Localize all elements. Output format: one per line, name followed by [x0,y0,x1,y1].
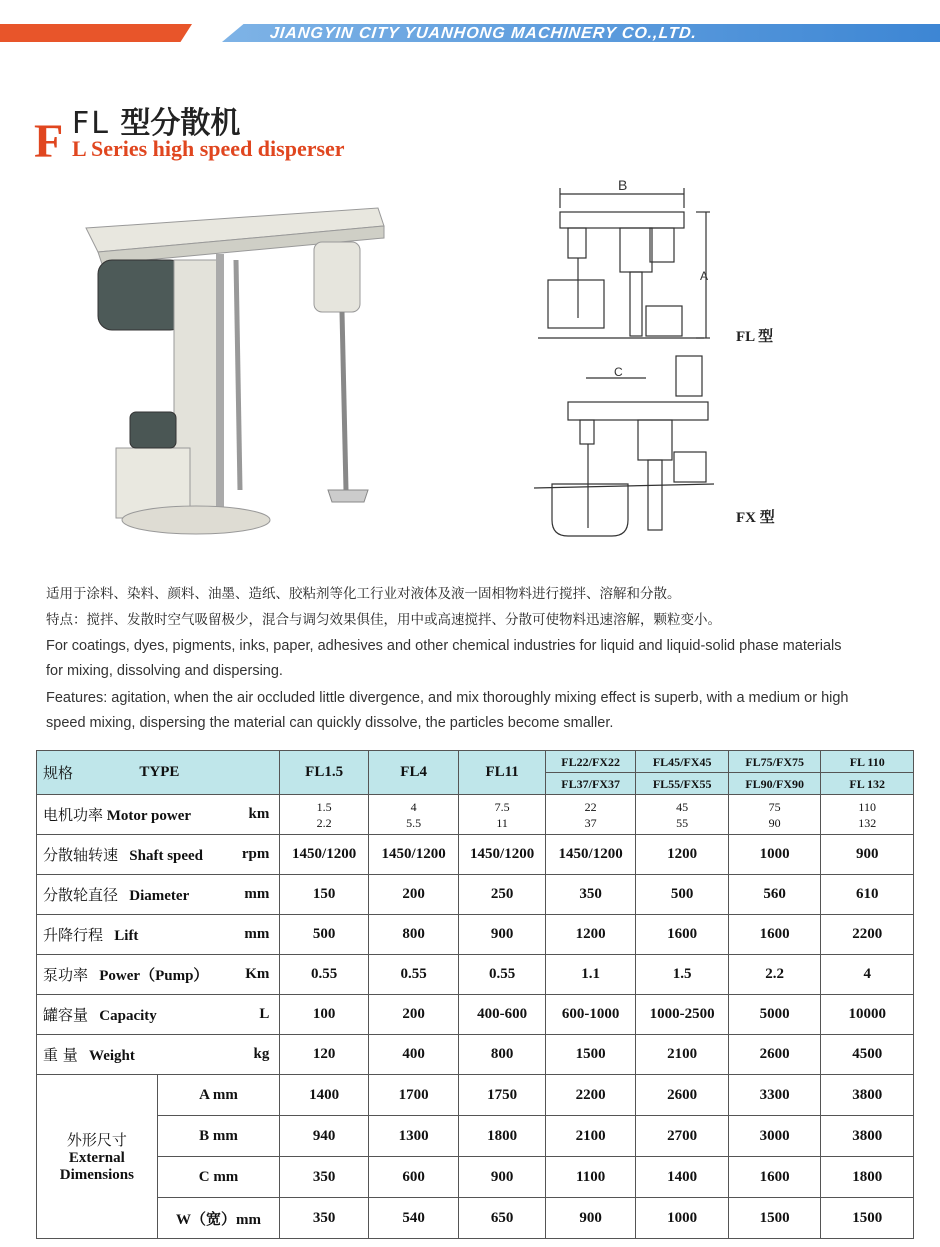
table-cell: 250 [459,875,545,915]
disperser-photo [78,190,398,550]
table-cell: 1400 [280,1075,369,1116]
row-en: Diameter [129,888,190,904]
model-header: FL37/FX37 [545,773,636,795]
table-cell: 5000 [728,995,821,1035]
title-cn-prefix: FL [72,106,110,141]
table-cell: 350 [545,875,636,915]
row-unit: mm [244,926,270,942]
row-cn: 电机功率 [43,806,104,824]
table-cell: 350 [280,1198,369,1239]
row-cn: 升降行程 [43,926,104,944]
table-cell: 22 37 [545,795,636,835]
table-cell: 900 [459,915,545,955]
model-header: FL 110 [821,751,914,773]
dimension-label: C mm [157,1157,280,1198]
table-cell: 1500 [728,1198,821,1239]
table-row [37,1075,914,1116]
table-header-row [37,751,914,773]
row-unit: km [248,806,270,822]
row-cn: 泵功率 [43,966,89,984]
table-cell: 1100 [545,1157,636,1198]
row-label [37,915,280,955]
table-cell: 2200 [821,915,914,955]
dim-label-a: A [700,269,709,283]
table-cell: 1.5 [636,955,729,995]
table-cell: 110 132 [821,795,914,835]
row-unit: kg [253,1046,270,1062]
row-cn: 分散轴转速 [43,846,119,864]
description-en-4: speed mixing, dispersing the material can quickly dissolve, the particles become smaller. [46,715,614,731]
table-row [37,875,914,915]
table-cell: 500 [636,875,729,915]
table-cell: 2.2 [728,955,821,995]
table-row [37,955,914,995]
model-header: FL75/FX75 [728,751,821,773]
row-cn: 罐容量 [43,1006,89,1024]
table-cell: 2100 [545,1116,636,1157]
table-cell: 200 [368,875,459,915]
row-label [37,1035,280,1075]
table-cell: 400-600 [459,995,545,1035]
row-cn: 重 量 [43,1046,78,1064]
table-cell: 1450/1200 [545,835,636,875]
table-cell: 800 [459,1035,545,1075]
title-english: L Series high speed disperser [72,136,345,161]
table-cell: 400 [368,1035,459,1075]
fl-type-label: FL 型 [736,329,774,345]
row-en: Motor power [106,808,192,824]
table-row [37,795,914,835]
row-label [37,835,280,875]
dimension-label: W（宽）mm [157,1198,280,1239]
table-cell: 3800 [821,1075,914,1116]
description-en-1: For coatings, dyes, pigments, inks, paper, adhesives and other chemical industries for liquid and liquid-solid phase materials [46,638,842,654]
table-cell: 1700 [368,1075,459,1116]
model-header: FL4 [368,751,459,795]
table-row [37,1035,914,1075]
table-cell: 900 [821,835,914,875]
table-cell: 940 [280,1116,369,1157]
row-label [37,875,280,915]
row-cn: 分散轮直径 [43,886,119,904]
model-header: FL 132 [821,773,914,795]
table-cell: 800 [368,915,459,955]
row-label [37,955,280,995]
table-cell: 200 [368,995,459,1035]
description-cn-2: 特点：搅拌、发散时空气吸留极少，混合与调匀效果俱佳，用中或高速搅拌、分散可使物料迅速溶解，颗粒变小。 [46,612,721,628]
model-header: FL45/FX45 [636,751,729,773]
table-cell: 1800 [821,1157,914,1198]
table-cell: 540 [368,1198,459,1239]
table-cell: 75 90 [728,795,821,835]
title-big-letter: F [34,115,64,168]
table-cell: 350 [280,1157,369,1198]
table-cell: 4 5.5 [368,795,459,835]
table-cell: 1600 [636,915,729,955]
dimension-label: A mm [157,1075,280,1116]
table-cell: 610 [821,875,914,915]
dimension-drawings [528,168,828,548]
model-header: FL22/FX22 [545,751,636,773]
table-cell: 600 [368,1157,459,1198]
table-cell: 2600 [636,1075,729,1116]
table-cell: 1600 [728,1157,821,1198]
table-cell: 120 [280,1035,369,1075]
table-cell: 2200 [545,1075,636,1116]
table-cell: 1800 [459,1116,545,1157]
table-cell: 1450/1200 [280,835,369,875]
table-cell: 1750 [459,1075,545,1116]
table-cell: 7.5 11 [459,795,545,835]
table-cell: 1.5 2.2 [280,795,369,835]
row-en: Power（Pump） [99,968,209,984]
table-cell: 100 [280,995,369,1035]
model-header: FL11 [459,751,545,795]
table-cell: 1450/1200 [368,835,459,875]
title-cn-suffix: 型分散机 [120,106,241,141]
table-cell: 3000 [728,1116,821,1157]
row-label [37,795,280,835]
table-cell: 900 [459,1157,545,1198]
table-cell: 0.55 [368,955,459,995]
table-cell: 1500 [821,1198,914,1239]
table-cell: 1600 [728,915,821,955]
table-cell: 45 55 [636,795,729,835]
table-row [37,1157,914,1198]
table-cell: 1200 [636,835,729,875]
table-cell: 560 [728,875,821,915]
row-unit: mm [244,886,270,902]
table-cell: 3800 [821,1116,914,1157]
row-en: Capacity [99,1008,157,1024]
table-cell: 650 [459,1198,545,1239]
dim-label-c: C [614,365,623,379]
dimension-label: B mm [157,1116,280,1157]
table-cell: 1200 [545,915,636,955]
table-cell: 600-1000 [545,995,636,1035]
table-cell: 2100 [636,1035,729,1075]
table-cell: 150 [280,875,369,915]
type-en: TYPE [139,764,180,780]
table-cell: 4 [821,955,914,995]
table-cell: 1500 [545,1035,636,1075]
table-cell: 4500 [821,1035,914,1075]
description-en-2: for mixing, dissolving and dispersing. [46,663,283,679]
table-cell: 0.55 [280,955,369,995]
row-unit: Km [245,966,270,982]
table-cell: 10000 [821,995,914,1035]
table-cell: 1000 [636,1198,729,1239]
external-dimensions-label: 外形尺寸 External Dimensions [37,1075,158,1239]
row-en: Lift [114,928,139,944]
model-header: FL90/FX90 [728,773,821,795]
description-en-3: Features: agitation, when the air occluded little divergence, and mix thoroughly mixing effect is superb, with a medium or high [46,690,849,706]
model-header: FL1.5 [280,751,369,795]
table-cell: 3300 [728,1075,821,1116]
spec-table [36,750,914,1239]
model-header: FL55/FX55 [636,773,729,795]
table-cell: 1400 [636,1157,729,1198]
dim-label-b: B [618,177,628,193]
table-cell: 2700 [636,1116,729,1157]
row-en: Shaft speed [129,848,204,864]
table-cell: 0.55 [459,955,545,995]
table-row [37,995,914,1035]
table-cell: 900 [545,1198,636,1239]
table-cell: 2600 [728,1035,821,1075]
fx-type-label: FX 型 [736,510,775,526]
table-cell: 1.1 [545,955,636,995]
row-unit: rpm [241,846,270,862]
description-cn-1: 适用于涂料、染料、颜料、油墨、造纸、胶粘剂等化工行业对液体及液一固相物料进行搅拌、溶解和分散。 [46,586,681,602]
row-label [37,995,280,1035]
row-unit: L [259,1006,270,1022]
table-row [37,1116,914,1157]
table-row [37,835,914,875]
company-name: JIANGYIN CITY YUANHONG MACHINERY CO.,LTD. [269,25,698,42]
table-cell: 1000-2500 [636,995,729,1035]
table-cell: 1450/1200 [459,835,545,875]
table-cell: 1300 [368,1116,459,1157]
row-en: Weight [89,1048,135,1064]
header-red-bar [0,24,192,42]
type-header [37,751,280,795]
table-row [37,1198,914,1239]
table-cell: 1000 [728,835,821,875]
table-cell: 500 [280,915,369,955]
type-cn: 规格 [43,764,74,782]
table-row [37,915,914,955]
